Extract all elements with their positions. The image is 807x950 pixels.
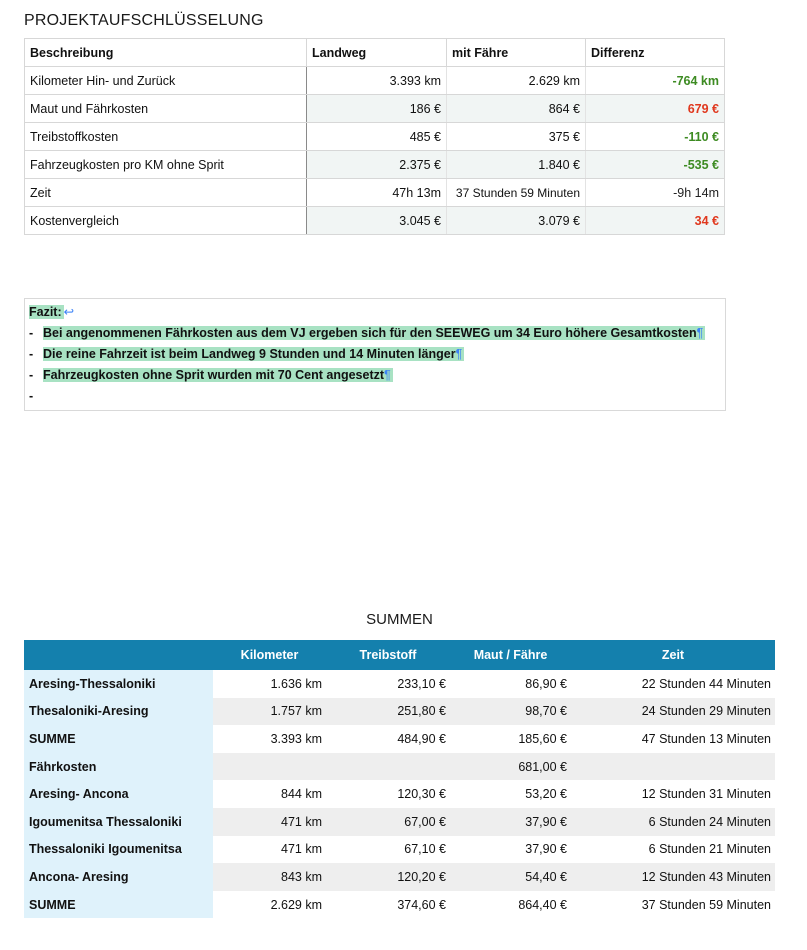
zeit-cell: [571, 753, 775, 781]
column-header-maut-faehre: Maut / Fähre: [450, 640, 571, 670]
table-row: [25, 179, 725, 207]
row-label: Fahrzeugkosten pro KM ohne Sprit: [25, 151, 307, 179]
column-header-mit-faehre: mit Fähre: [447, 39, 586, 67]
table-row: [25, 95, 725, 123]
fazit-bullet-text: Bei angenommenen Fährkosten aus dem VJ ergeben sich für den SEEWEG um 34 Euro höhere Gesamtkosten¶: [43, 326, 704, 340]
treibstoff-cell: 67,10 €: [404, 842, 446, 857]
return-mark-icon: ↩: [63, 305, 75, 319]
fazit-empty-bullet: [29, 386, 43, 406]
fazit-heading-line: [29, 302, 74, 322]
differenz-cell: -110 €: [586, 123, 725, 151]
pilcrow-icon: ¶: [384, 368, 391, 382]
differenz-cell: -535 €: [586, 151, 725, 179]
fazit-textbox[interactable]: [24, 298, 726, 411]
treibstoff-cell: 484,90 €: [397, 731, 446, 746]
column-header-treibstoff: Treibstoff: [326, 640, 450, 670]
kilometer-cell: 471 km: [281, 842, 322, 857]
faehre-cell: 375 €: [447, 123, 586, 151]
maut-cell: 681,00 €: [450, 753, 571, 781]
table-row: [24, 836, 775, 864]
kilometer-cell: 1.636 km: [270, 676, 322, 691]
faehre-cell: 864 €: [447, 95, 586, 123]
row-label: SUMME: [24, 725, 213, 753]
table-row: [24, 780, 775, 808]
summen-table: [24, 640, 775, 918]
differenz-cell: -764 km: [586, 67, 725, 95]
column-header-kilometer: Kilometer: [213, 640, 326, 670]
table-row: [24, 808, 775, 836]
zeit-cell: 12 Stunden 43 Minuten: [571, 863, 775, 891]
table-row: [25, 67, 725, 95]
differenz-cell: 679 €: [586, 95, 725, 123]
landweg-cell: 3.045 €: [307, 207, 447, 235]
treibstoff-cell: 120,20 €: [326, 863, 450, 891]
bullet-dash: -: [29, 347, 34, 361]
table-row: [24, 891, 775, 919]
kilometer-cell: 1.757 km: [213, 698, 326, 726]
differenz-cell: -9h 14m: [586, 179, 725, 207]
bullet-dash: -: [29, 389, 34, 403]
row-label: Fährkosten: [24, 753, 213, 781]
row-label: Thesaloniki-Aresing: [24, 698, 213, 726]
kilometer-cell: [213, 753, 326, 781]
zeit-cell: 6 Stunden 24 Minuten: [571, 808, 775, 836]
treibstoff-cell: 120,30 €: [397, 787, 446, 802]
maut-cell: 98,70 €: [450, 698, 571, 726]
column-header-landweg: Landweg: [307, 39, 447, 67]
maut-cell: 53,20 €: [525, 787, 567, 802]
row-label: Thessaloniki Igoumenitsa: [24, 836, 213, 864]
treibstoff-cell: 233,10 €: [397, 676, 446, 691]
zeit-cell: 6 Stunden 21 Minuten: [648, 842, 771, 857]
row-label: Kilometer Hin- und Zurück: [25, 67, 307, 95]
landweg-cell: 186 €: [307, 95, 447, 123]
summen-title: SUMMEN: [366, 611, 433, 628]
table-row: [24, 725, 775, 753]
maut-cell: 864,40 €: [518, 897, 567, 912]
maut-cell: 86,90 €: [525, 676, 567, 691]
maut-cell: 54,40 €: [450, 863, 571, 891]
zeit-cell: 37 Stunden 59 Minuten: [641, 897, 771, 912]
column-header-beschreibung: Beschreibung: [25, 39, 307, 67]
column-header-zeit: Zeit: [571, 640, 775, 670]
table-row: [25, 151, 725, 179]
differenz-cell: 34 €: [586, 207, 725, 235]
row-label: Kostenvergleich: [25, 207, 307, 235]
kilometer-cell: 3.393 km: [270, 731, 322, 746]
fazit-bullet-text: Fahrzeugkosten ohne Sprit wurden mit 70 Cent angesetzt¶: [43, 368, 391, 382]
table-header-row: [24, 640, 775, 670]
projekt-table: [24, 38, 725, 235]
row-label: Zeit: [25, 179, 307, 207]
landweg-cell: 2.375 €: [307, 151, 447, 179]
fazit-bullet-text: Die reine Fahrzeit ist beim Landweg 9 Stunden und 14 Minuten länger¶: [43, 347, 463, 361]
faehre-cell: 3.079 €: [447, 207, 586, 235]
row-label: SUMME: [24, 891, 213, 919]
kilometer-cell: 471 km: [213, 808, 326, 836]
treibstoff-cell: 374,60 €: [397, 897, 446, 912]
kilometer-cell: 2.629 km: [270, 897, 322, 912]
column-header-differenz: Differenz: [586, 39, 725, 67]
row-label: Maut und Fährkosten: [25, 95, 307, 123]
faehre-cell: 37 Stunden 59 Minuten: [447, 179, 586, 207]
row-label: Igoumenitsa Thessaloniki: [24, 808, 213, 836]
maut-cell: 185,60 €: [518, 731, 567, 746]
treibstoff-cell: 67,00 €: [326, 808, 450, 836]
treibstoff-cell: 251,80 €: [326, 698, 450, 726]
bullet-dash: -: [29, 326, 34, 340]
zeit-cell: 47 Stunden 13 Minuten: [641, 731, 771, 746]
row-label: Aresing- Ancona: [24, 780, 213, 808]
table-row: [24, 753, 775, 781]
table-row: [24, 698, 775, 726]
fazit-bullet: [29, 365, 393, 385]
zeit-cell: 22 Stunden 44 Minuten: [641, 676, 771, 691]
row-label: Ancona- Aresing: [24, 863, 213, 891]
kilometer-cell: 844 km: [281, 787, 322, 802]
table-row: [24, 863, 775, 891]
table-header-row: [25, 39, 725, 67]
treibstoff-cell: [326, 753, 450, 781]
maut-cell: 37,90 €: [450, 808, 571, 836]
row-label: Treibstoffkosten: [25, 123, 307, 151]
pilcrow-icon: ¶: [455, 347, 463, 361]
row-label: Aresing-Thessaloniki: [24, 670, 213, 698]
zeit-cell: 24 Stunden 29 Minuten: [571, 698, 775, 726]
landweg-cell: 47h 13m: [307, 179, 447, 207]
landweg-cell: 3.393 km: [307, 67, 447, 95]
section-title: PROJEKTAUFSCHLÜSSELUNG: [24, 12, 264, 29]
landweg-cell: 485 €: [307, 123, 447, 151]
faehre-cell: 1.840 €: [447, 151, 586, 179]
fazit-bullet: [29, 323, 705, 343]
faehre-cell: 2.629 km: [447, 67, 586, 95]
fazit-bullet: [29, 344, 464, 364]
table-row: [25, 123, 725, 151]
pilcrow-icon: ¶: [696, 326, 704, 340]
maut-cell: 37,90 €: [525, 842, 567, 857]
fazit-heading: Fazit:: [29, 305, 62, 319]
bullet-dash: -: [29, 368, 34, 382]
zeit-cell: 12 Stunden 31 Minuten: [641, 787, 771, 802]
table-row: [24, 670, 775, 698]
column-header-empty: [24, 640, 213, 670]
kilometer-cell: 843 km: [213, 863, 326, 891]
table-row: [25, 207, 725, 235]
